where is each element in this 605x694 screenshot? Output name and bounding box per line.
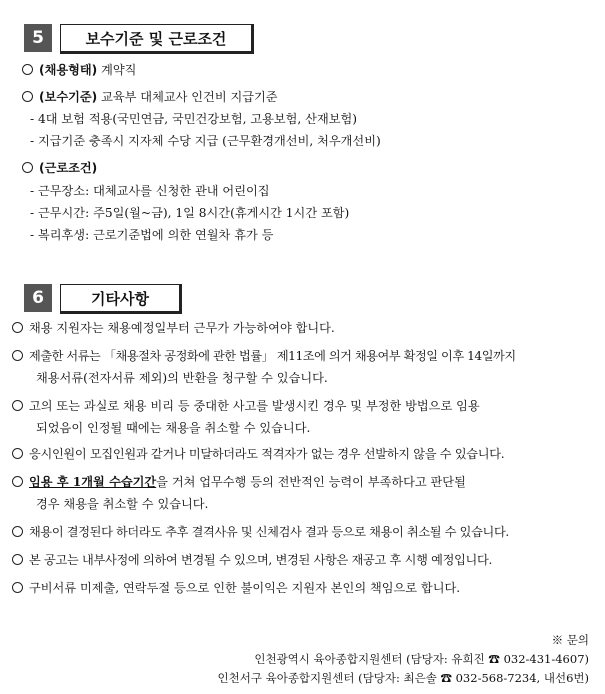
circle-bullet-icon [12, 476, 23, 487]
pay-label: (보수기준) [39, 90, 98, 104]
circle-bullet-icon [12, 582, 23, 593]
pay-item: - 지급기준 충족시 지자체 수당 지급 (근무환경개선비, 처우개선비) [30, 134, 381, 148]
list-item [12, 552, 492, 568]
list-item [12, 580, 460, 596]
work-conditions [22, 160, 97, 176]
work-item: - 복리후생: 근로기준법에 의한 연월차 휴가 등 [30, 228, 274, 242]
list-item [12, 348, 516, 364]
work-label: (근로조건) [39, 161, 98, 175]
item-text: 본 공고는 내부사정에 의하여 변경될 수 있으며, 변경된 사항은 재공고 후 시행 예정입니다. [29, 553, 493, 567]
item-text: 채용이 결정된다 하더라도 추후 결격사유 및 신체검사 결과 등으로 채용이 취소될 수 있습니다. [29, 525, 509, 539]
item-underlined: 임용 후 1개월 수습기간 [29, 475, 157, 489]
circle-bullet-icon [12, 350, 23, 361]
circle-bullet-icon [12, 322, 23, 333]
section-5-number: 5 [24, 24, 52, 52]
circle-bullet-icon [22, 91, 33, 102]
section-5-header [24, 24, 254, 52]
section-6-header [24, 284, 182, 312]
section-5-title: 보수기준 및 근로조건 [60, 24, 254, 54]
circle-bullet-icon [12, 448, 23, 459]
section-6-title: 기타사항 [60, 284, 182, 314]
circle-bullet-icon [12, 400, 23, 411]
employment-type [22, 62, 136, 78]
list-item [12, 524, 509, 540]
circle-bullet-icon [12, 554, 23, 565]
list-item [12, 320, 335, 336]
item-text: 을 거쳐 업무수행 등의 전반적인 능력이 부족하다고 판단될 [156, 475, 466, 489]
circle-bullet-icon [22, 64, 33, 75]
list-item [12, 446, 504, 462]
contact-line: 인천서구 육아종합지원센터 (담당자: 최은솔 ☎ 032-568-7234, 내선6번) [217, 671, 589, 685]
list-item [12, 474, 466, 490]
employment-label: (채용형태) [39, 63, 98, 77]
item-text: 제출한 서류는 「채용절차 공정화에 관한 법률」 제11조에 의거 채용여부 확정일 이후 14일까지 [29, 349, 516, 363]
item-text: 고의 또는 과실로 채용 비리 등 중대한 사고를 발생시킨 경우 및 부정한 방법으로 임용 [29, 399, 480, 413]
item-continuation: 되었음이 인정될 때에는 채용을 취소할 수 있습니다. [36, 421, 311, 435]
circle-bullet-icon [12, 526, 23, 537]
employment-text: 계약직 [101, 63, 137, 77]
pay-standard [22, 89, 278, 105]
contact-line: 인천광역시 육아종합지원센터 (담당자: 유희진 ☎ 032-431-4607) [254, 652, 589, 666]
item-text: 구비서류 미제출, 연락두절 등으로 인한 불이익은 지원자 본인의 책임으로 합니다. [29, 581, 461, 595]
item-continuation: 채용서류(전자서류 제외)의 반환을 청구할 수 있습니다. [36, 371, 328, 385]
item-continuation: 경우 채용을 취소할 수 있습니다. [36, 497, 209, 511]
section-6-number: 6 [24, 284, 52, 312]
work-item: - 근무시간: 주5일(월~금), 1일 8시간(휴게시간 1시간 포함) [30, 206, 350, 220]
list-item [12, 398, 480, 414]
item-text: 채용 지원자는 채용예정일부터 근무가 가능하여야 합니다. [29, 321, 335, 335]
pay-text: 교육부 대체교사 인건비 지급기준 [101, 90, 278, 104]
item-text: 응시인원이 모집인원과 같거나 미달하더라도 적격자가 없는 경우 선발하지 않을 수 있습니다. [29, 447, 505, 461]
pay-item: - 4대 보험 적용(국민연금, 국민건강보험, 고용보험, 산재보험) [30, 112, 358, 126]
circle-bullet-icon [22, 162, 33, 173]
work-item: - 근무장소: 대체교사를 신청한 관내 어린이집 [30, 184, 270, 198]
contact-heading: ※ 문의 [551, 633, 589, 647]
